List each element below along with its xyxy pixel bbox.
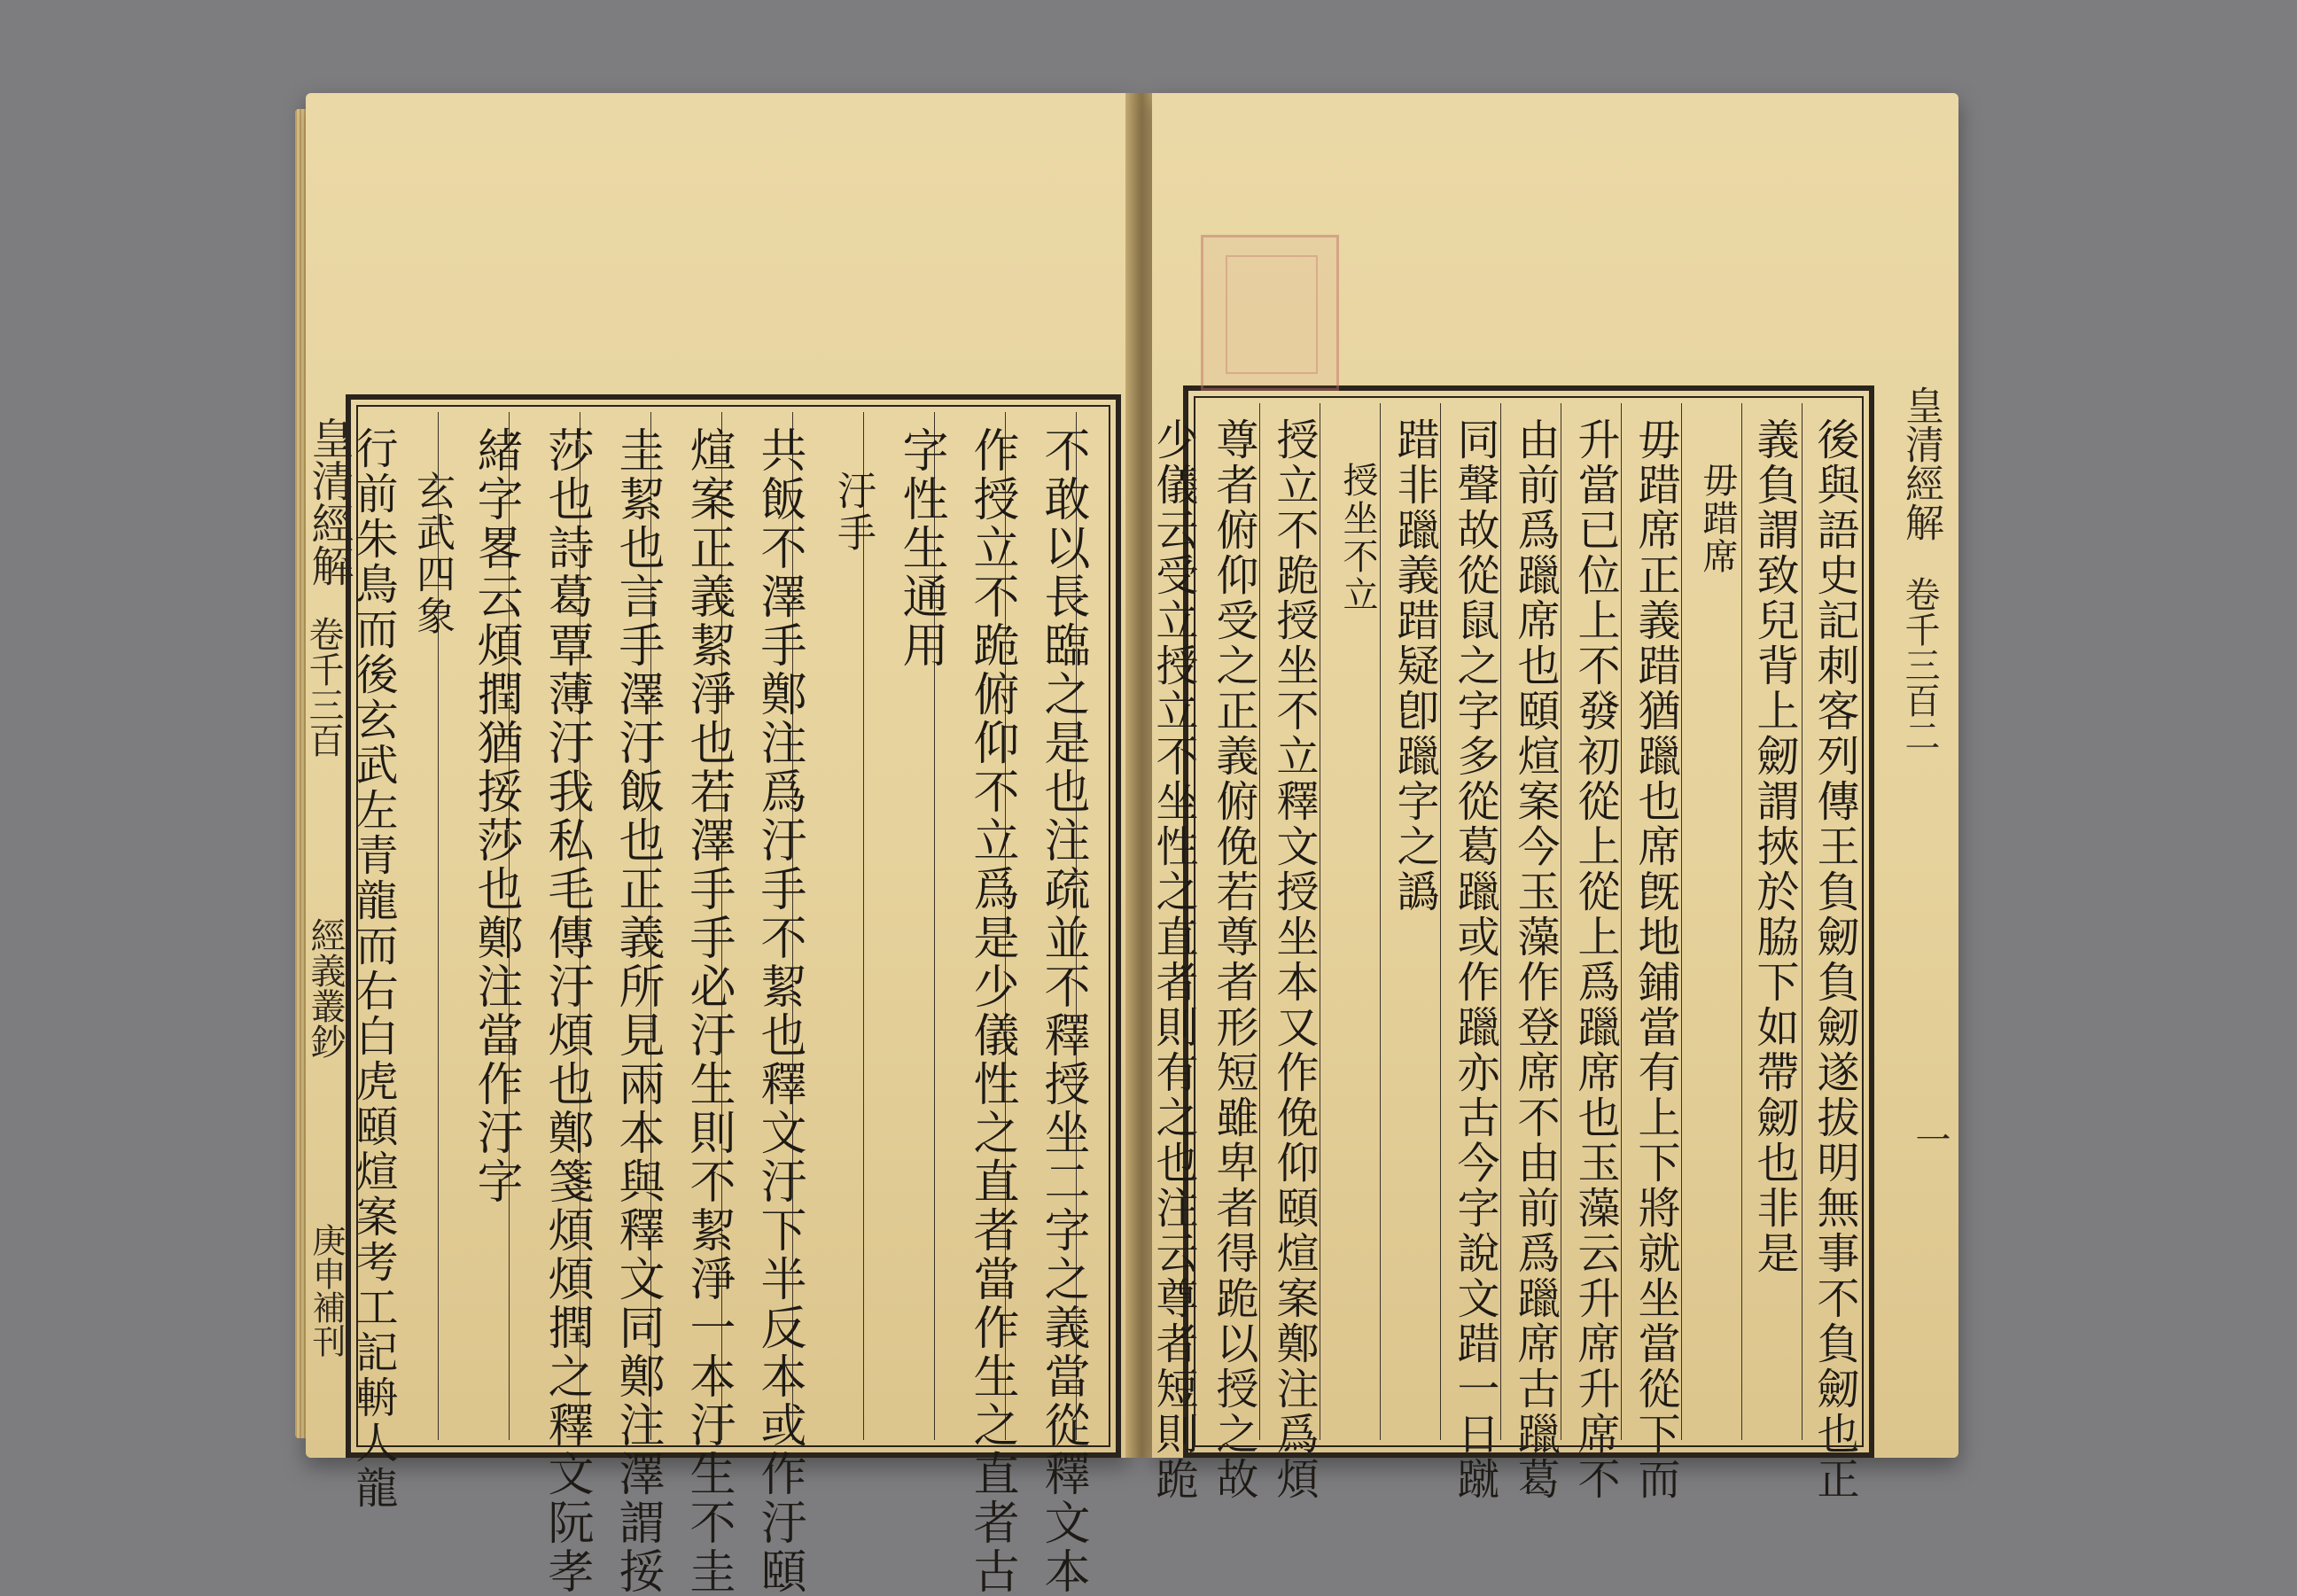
section-heading: 玄武四象 xyxy=(409,471,455,637)
text-column: 共飯不澤手鄭注爲汙手不絜也釋文汙下半反本或作汙頤 xyxy=(752,426,806,1596)
text-column: 授立不跪授坐不立釋文授坐本又作俛仰頤煊案鄭注爲煩 xyxy=(1269,417,1319,1502)
section-heading: 汙手 xyxy=(830,471,876,554)
text-column: 少儀云受立授立不坐性之直者則有之也注云尊者短則跪 xyxy=(1148,417,1198,1502)
text-column: 緒字畧云煩撋猶挼莎也鄭注當作汙字 xyxy=(469,426,522,1206)
margin-collection: 經義叢鈔 xyxy=(305,917,346,1059)
text-column: 不敢以長臨之是也注疏並不釋授坐二字之義當從釋文本 xyxy=(1036,426,1089,1596)
text-column: 義負謂致兒背上劒謂挾於脇下如帶劒也非是 xyxy=(1749,417,1799,1276)
margin-volume: 卷千三百二 xyxy=(1899,576,1940,753)
text-column: 尊者俯仰受之正義俯俛若尊者形短雖卑者得跪以授之故 xyxy=(1209,417,1258,1502)
margin-book-title: 皇清經解 xyxy=(304,417,354,587)
text-column: 同聲故從鼠之字多從葛躐或作躐亦古今字說文踖一日蹴 xyxy=(1450,417,1499,1502)
text-column: 升當已位上不發初從上從上爲躐席也玉藻云升席升席不 xyxy=(1570,417,1620,1502)
left-text-frame xyxy=(346,394,1121,1596)
margin-page-number: 一 xyxy=(1910,1121,1951,1156)
text-column: 由前爲躐席也頤煊案今玉藻作登席不由前爲躐席古躐葛 xyxy=(1510,417,1560,1502)
text-column: 毋踖席正義踖猶躐也席旣地鋪當有上下將就坐當從下而 xyxy=(1631,417,1680,1502)
section-heading: 授坐不立 xyxy=(1337,462,1378,614)
library-seal-stamp xyxy=(1201,235,1339,391)
margin-book-title: 皇清經解 xyxy=(1898,385,1943,541)
text-column: 作授立不跪俯仰不立爲是少儀性之直者當作生之直者古 xyxy=(965,426,1018,1596)
text-column: 圭絜也言手澤汙飯也正義所見兩本與釋文同鄭注澤謂挼 xyxy=(611,426,664,1596)
text-column: 行前朱鳥而後玄武左青龍而右白虎頤煊案考工記輈人龍 xyxy=(348,426,398,1511)
open-book xyxy=(303,93,1958,1596)
text-column: 字性生通用 xyxy=(894,426,947,670)
left-page xyxy=(303,93,1130,1596)
text-column: 莎也詩葛覃薄汙我私毛傳汙煩也鄭箋煩煩撋之釋文阮孝 xyxy=(540,426,593,1596)
margin-volume: 卷千三百 xyxy=(303,616,344,758)
text-column: 煊案正義絜淨也若澤手手必汙生則不絜淨一本汙生不圭 xyxy=(681,426,735,1596)
right-text-frame xyxy=(1148,385,1874,1502)
text-column: 踖非躐義踖疑卽躐字之譌 xyxy=(1390,417,1439,915)
section-heading: 毋踖席 xyxy=(1697,462,1738,576)
text-column: 後與語史記刺客列傳王負劒負劒遂拔明無事不負劒也正 xyxy=(1810,417,1859,1502)
margin-reprint-note: 庚申補刊 xyxy=(307,1223,346,1358)
